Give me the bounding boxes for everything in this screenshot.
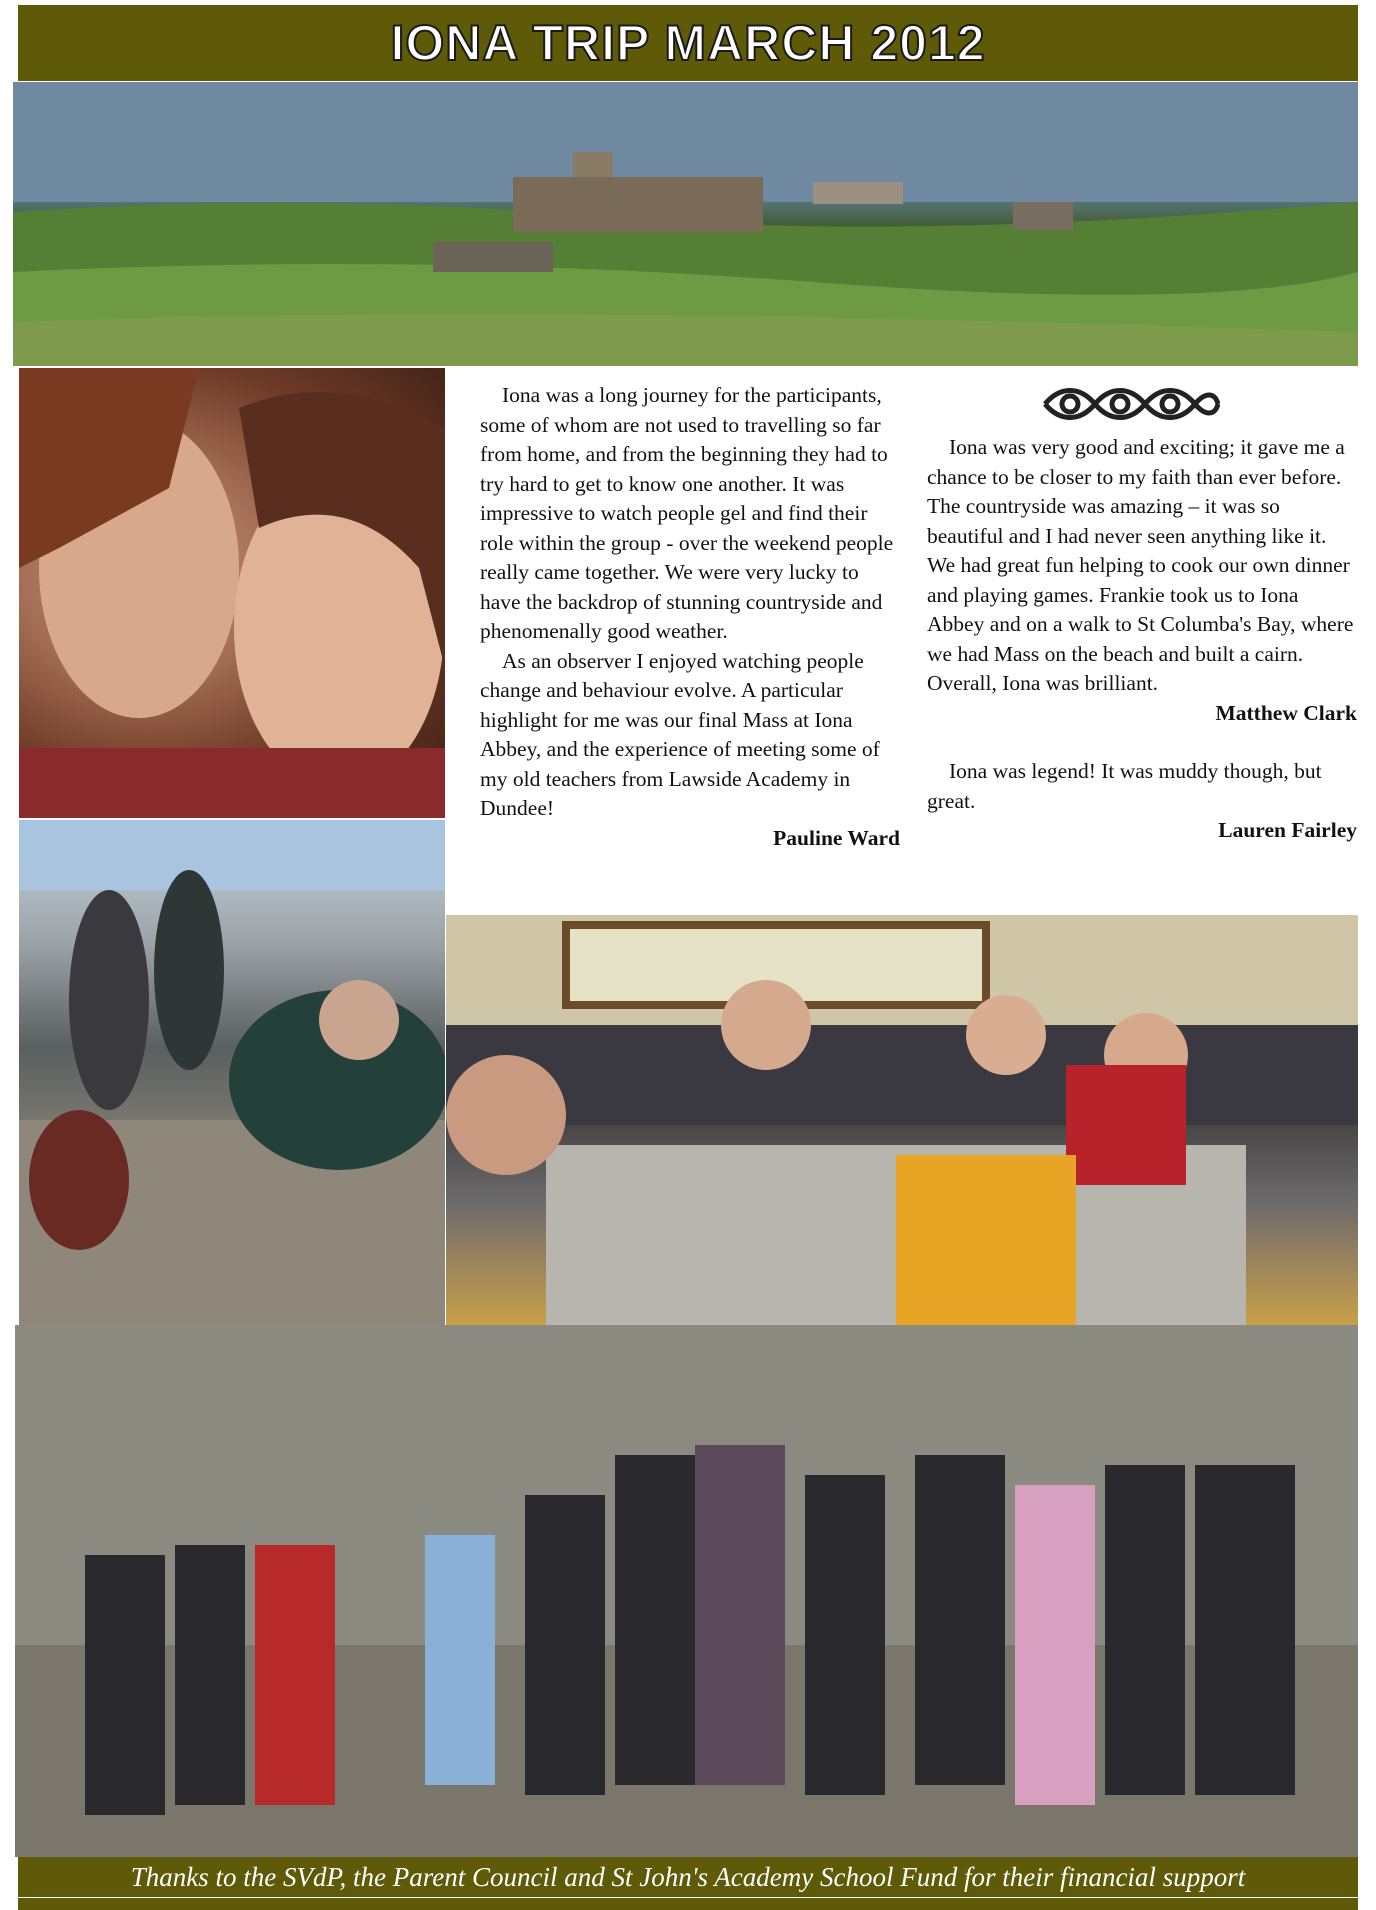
footer-thanks: Thanks to the SVdP, the Parent Council and St John's Academy School Fund for their financial support	[130, 1861, 1246, 1892]
footer-bar	[18, 1857, 1358, 1897]
footer-rule	[18, 1898, 1358, 1910]
photo-beach-stones	[19, 820, 445, 1325]
author-name: Lauren Fairley	[1218, 818, 1357, 842]
quote-lauren: Iona was legend! It was muddy though, but great.	[927, 759, 1322, 813]
author-name: Pauline Ward	[773, 825, 900, 850]
article-student-quotes	[927, 433, 1357, 846]
article-paragraph: As an observer I enjoyed watching people change and behaviour evolve. A particular highlight for me was our final Mass at Iona Abbey, and the experience of meeting some of my old teachers from Lawside Academy in Dundee!	[480, 648, 880, 820]
celtic-knot-icon	[1040, 381, 1220, 427]
page-header	[18, 5, 1358, 81]
page-title: IONA TRIP MARCH 2012	[390, 15, 986, 71]
author-name: Matthew Clark	[1215, 700, 1357, 725]
photo-group-on-beach	[15, 1325, 1358, 1857]
photo-iona-abbey-landscape	[13, 82, 1358, 366]
photo-two-girls-selfie	[19, 368, 445, 818]
article-pauline-ward	[480, 381, 900, 853]
article-paragraph: Iona was a long journey for the participants, some of whom are not used to travelling so far from home, and from the beginning they had to try hard to get to know one another. It was impressive to watch people gel and find their role within the group - over the weekend people really came together. We were very lucky to have the backdrop of stunning countryside and phenomenally good weather.	[480, 383, 894, 643]
photo-group-dinner	[446, 915, 1358, 1325]
quote-matthew: Iona was very good and exciting; it gave me a chance to be closer to my faith than ever before. The countryside was amazing – it was so beautiful and I had never seen anything like it. We had great fun helping to cook our own dinner and playing games. Frankie took us to Iona Abbey and on a walk to St Columba's Bay, where we had Mass on the beach and built a cairn. Overall, Iona was brilliant.	[927, 435, 1354, 695]
